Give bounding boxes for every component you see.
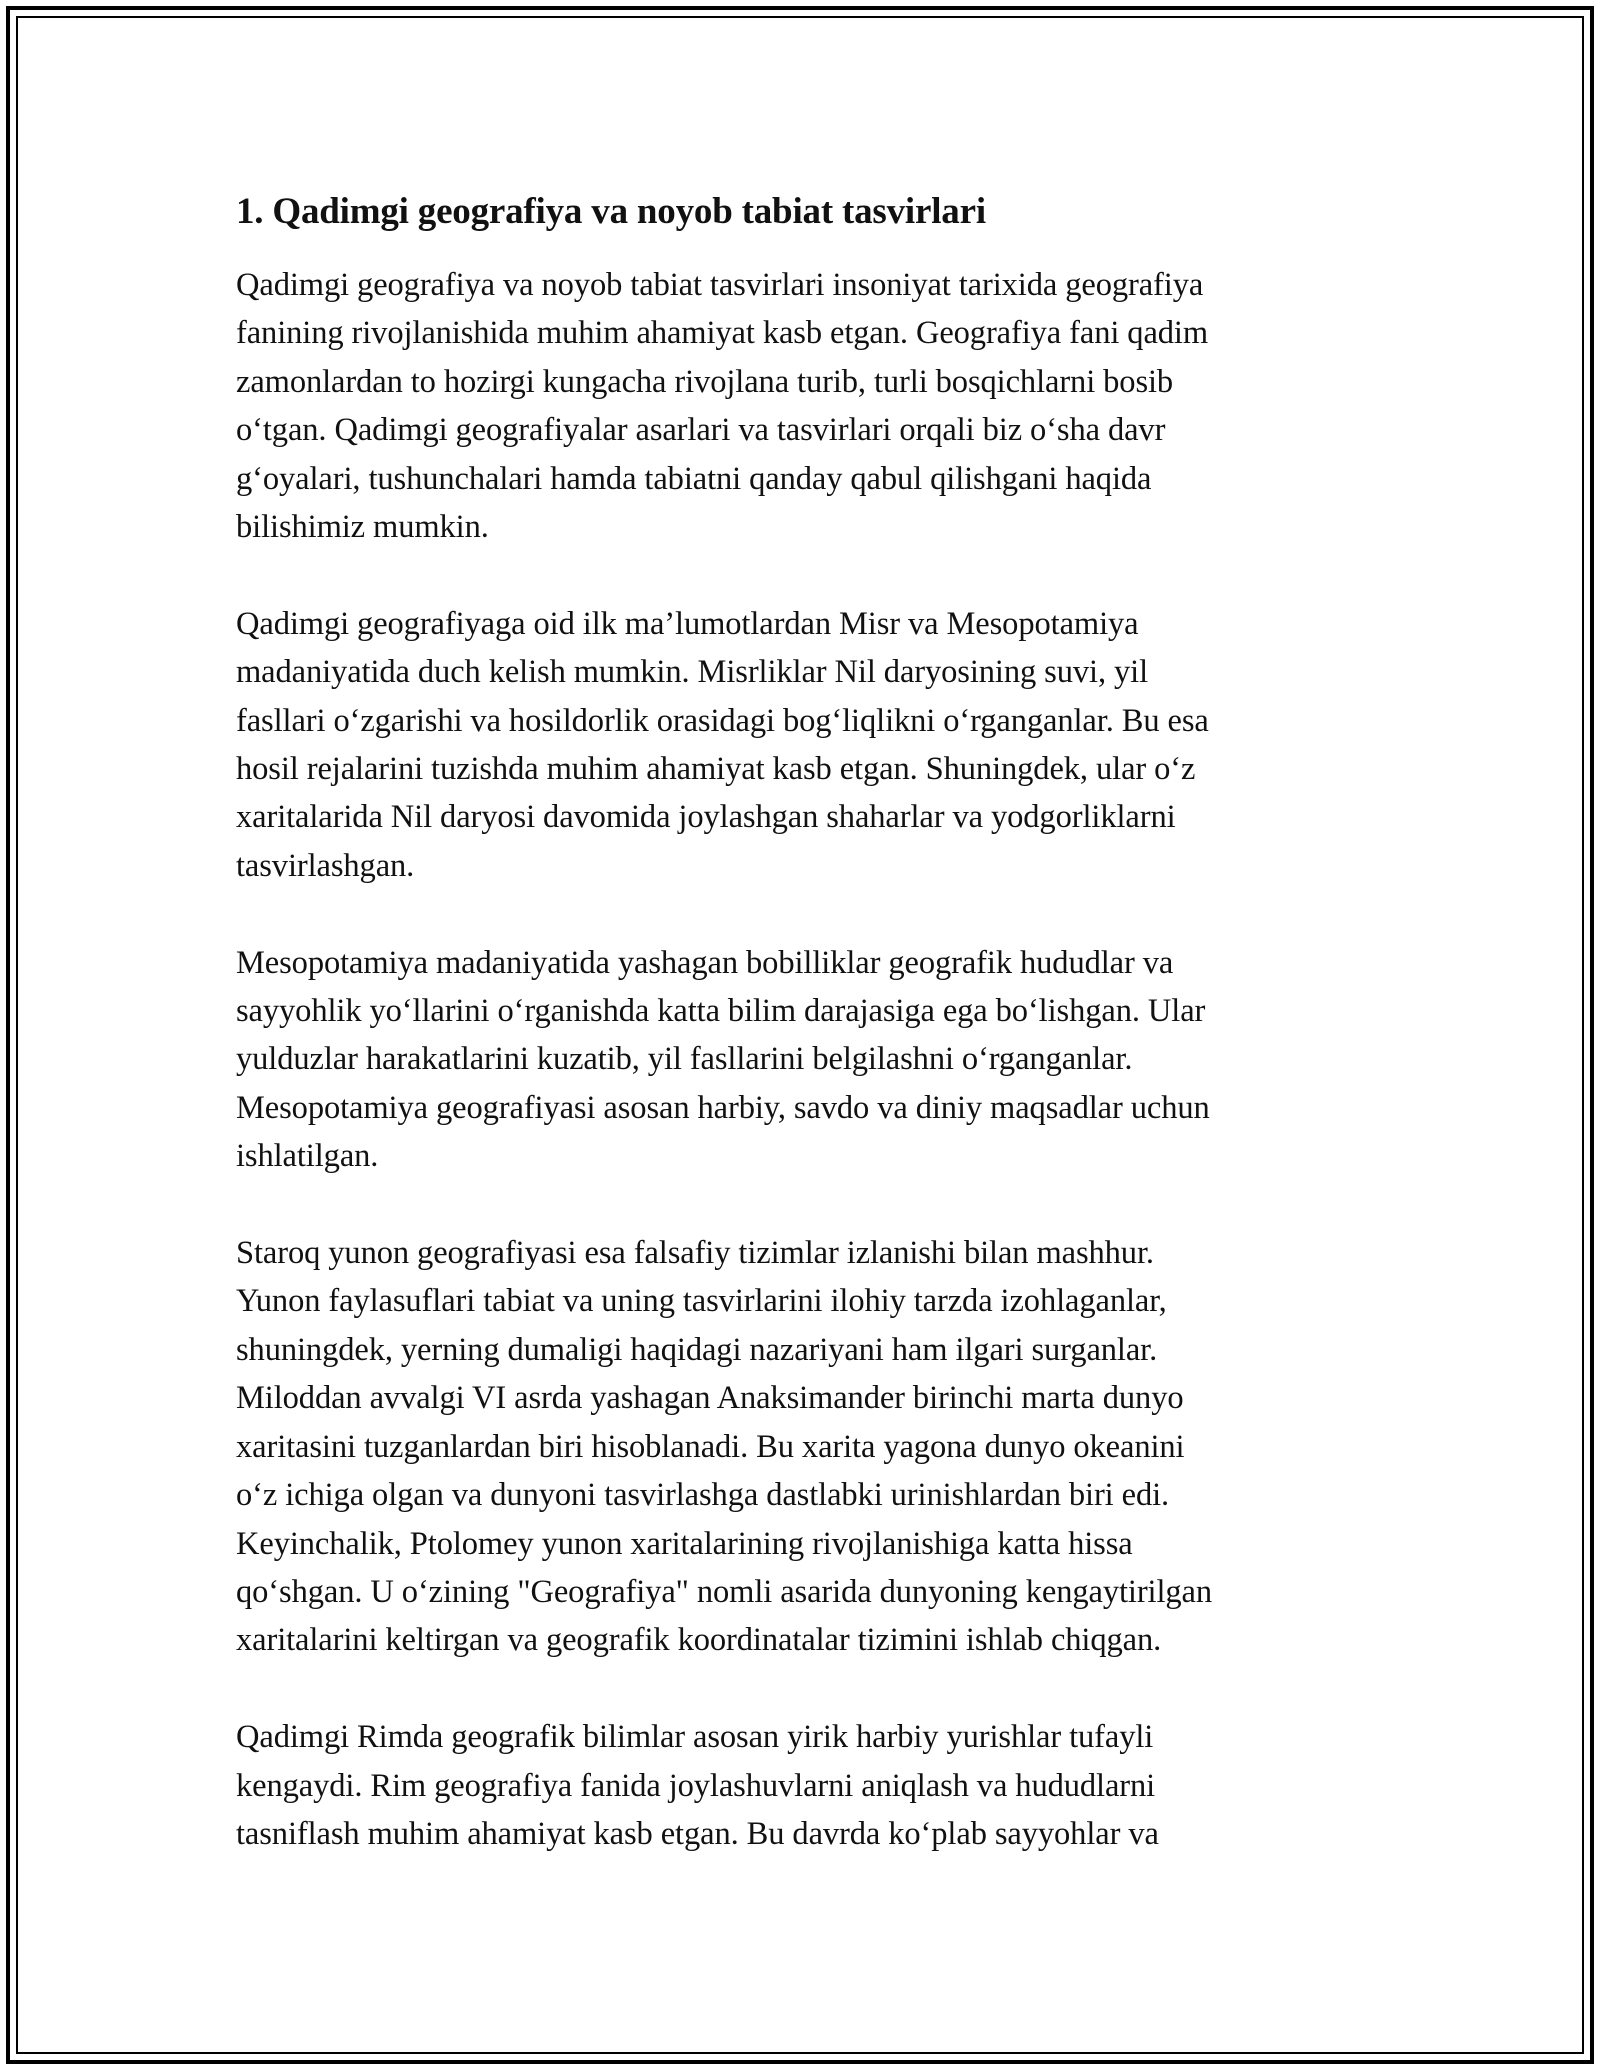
paragraph-line: Staroq yunon geografiyasi esa falsafiy tizimlar izlanishi bilan mashhur. bbox=[236, 1235, 1154, 1272]
body-paragraph bbox=[236, 1229, 1366, 1665]
paragraph-line: madaniyatida duch kelish mumkin. Misrliklar Nil daryosining suvi, yil bbox=[236, 654, 1149, 691]
paragraph-line: fanining rivojlanishida muhim ahamiyat kasb etgan. Geografiya fani qadim bbox=[236, 315, 1209, 352]
body-paragraph bbox=[236, 1713, 1366, 1858]
paragraph-line: Qadimgi Rimda geografik bilimlar asosan yirik harbiy yurishlar tufayli bbox=[236, 1719, 1154, 1756]
paragraph-line: Keyinchalik, Ptolomey yunon xaritalarining rivojlanishiga katta hissa bbox=[236, 1525, 1133, 1562]
paragraph-line: kengaydi. Rim geografiya fanida joylashuvlarni aniqlash va hududlarni bbox=[236, 1767, 1156, 1804]
paragraph-line: Mesopotamiya madaniyatida yashagan bobilliklar geografik hududlar va bbox=[236, 944, 1174, 981]
paragraph-line: o‘z ichiga olgan va dunyoni tasvirlashga dastlabki urinishlardan biri edi. bbox=[236, 1477, 1170, 1514]
paragraph-line: zamonlardan to hozirgi kungacha rivojlana turib, turli bosqichlarni bosib bbox=[236, 363, 1174, 400]
paragraph-line: qo‘shgan. U o‘zining "Geografiya" nomli asarida dunyoning kengaytirilgan bbox=[236, 1573, 1213, 1610]
paragraph-line: Qadimgi geografiyaga oid ilk ma’lumotlardan Misr va Mesopotamiya bbox=[236, 605, 1139, 642]
paragraph-line: yulduzlar harakatlarini kuzatib, yil fasllarini belgilashni o‘rganganlar. bbox=[236, 1041, 1133, 1078]
paragraph-line: ishlatilgan. bbox=[236, 1138, 379, 1175]
paragraph-line: xaritalarida Nil daryosi davomida joylashgan shaharlar va yodgorliklarni bbox=[236, 799, 1176, 836]
body-paragraph bbox=[236, 600, 1366, 890]
document-page bbox=[236, 188, 1366, 1858]
paragraph-line: Mesopotamiya geografiyasi asosan harbiy, savdo va diniy maqsadlar uchun bbox=[236, 1089, 1210, 1126]
paragraph-line: bilishimiz mumkin. bbox=[236, 509, 489, 546]
body-paragraph bbox=[236, 939, 1366, 1181]
paragraph-line: sayyohlik yo‘llarini o‘rganishda katta bilim darajasiga ega bo‘lishgan. Ular bbox=[236, 993, 1206, 1030]
paragraph-line: xaritalarini keltirgan va geografik koordinatalar tizimini ishlab chiqgan. bbox=[236, 1622, 1162, 1659]
paragraph-line: o‘tgan. Qadimgi geografiyalar asarlari va tasvirlari orqali biz o‘sha davr bbox=[236, 412, 1166, 449]
paragraph-line: Yunon faylasuflari tabiat va uning tasvirlarini ilohiy tarzda izohlaganlar, bbox=[236, 1283, 1167, 1320]
document-body bbox=[236, 261, 1366, 1858]
paragraph-line: Qadimgi geografiya va noyob tabiat tasvirlari insoniyat tarixida geografiya bbox=[236, 267, 1204, 303]
paragraph-line: xaritasini tuzganlardan biri hisoblanadi. Bu xarita yagona dunyo okeanini bbox=[236, 1428, 1185, 1465]
body-paragraph bbox=[236, 261, 1366, 551]
paragraph-line: tasniflash muhim ahamiyat kasb etgan. Bu davrda ko‘plab sayyohlar va bbox=[236, 1815, 1159, 1852]
paragraph-line: g‘oyalari, tushunchalari hamda tabiatni qanday qabul qilishgani haqida bbox=[236, 460, 1152, 497]
paragraph-line: shuningdek, yerning dumaligi haqidagi nazariyani ham ilgari surganlar. bbox=[236, 1331, 1158, 1368]
paragraph-line: tasvirlashgan. bbox=[236, 847, 415, 884]
paragraph-line: Miloddan avvalgi VI asrda yashagan Anaksimander birinchi marta dunyo bbox=[236, 1380, 1184, 1417]
paragraph-line: fasllari o‘zgarishi va hosildorlik orasidagi bog‘liqlikni o‘rganganlar. Bu esa bbox=[236, 702, 1209, 739]
section-heading: 1. Qadimgi geografiya va noyob tabiat tasvirlari bbox=[236, 191, 986, 232]
paragraph-line: hosil rejalarini tuzishda muhim ahamiyat kasb etgan. Shuningdek, ular o‘z bbox=[236, 751, 1196, 788]
